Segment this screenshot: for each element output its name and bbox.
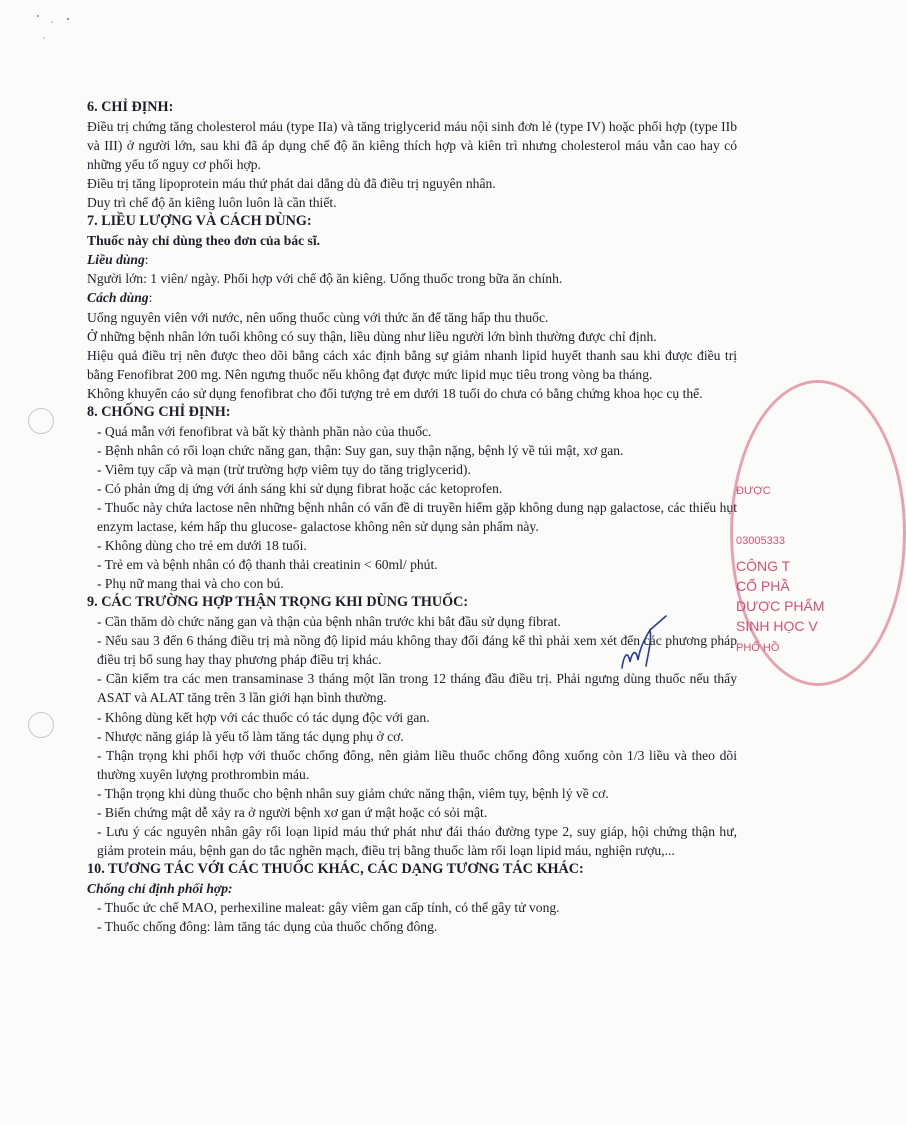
prescription-note: Thuốc này chỉ dùng theo đơn của bác sĩ. xyxy=(87,233,321,249)
usage-paragraph: Uống nguyên viên với nước, nên uống thuốc cùng với thức ăn để tăng hấp thu thuốc. xyxy=(87,309,549,325)
stamp-line: DƯỢC PHẨM xyxy=(736,598,825,614)
contraindication-item: - Trẻ em và bệnh nhân có độ thanh thải creatinin < 60ml/ phút. xyxy=(97,557,438,573)
usage-paragraph: Hiệu quả điều trị nên được theo dõi bằng cách xác định bằng sự giảm nhanh lipid huyết thanh sau khi được điều trị bằng Fenofibrat 200 mg. Nên ngưng thuốc nếu không đạt được mức lipid mục tiêu trong vòng ba tháng. xyxy=(87,347,737,382)
precaution-item: - Cần kiểm tra các men transaminase 3 tháng một lần trong 12 tháng đầu điều trị. Phải ngưng dùng thuốc nếu thấy ASAT và ALAT tăng trên 3 lần giới hạn bình thường. xyxy=(97,671,737,706)
contraindication-item: - Bệnh nhân có rối loạn chức năng gan, thận: Suy gan, suy thận nặng, bệnh lý về túi mật, xơ gan. xyxy=(97,442,624,458)
usage-paragraph: Không khuyến cáo sử dụng fenofibrat cho đối tượng trẻ em dưới 18 tuổi do chưa có bằng chứng khoa học cụ thể. xyxy=(87,385,703,401)
interaction-item: - Thuốc ức chế MAO, perhexiline maleat: gây viêm gan cấp tính, có thể gây tử vong. xyxy=(97,899,560,915)
precaution-item: - Thận trọng khi dùng thuốc cho bệnh nhân suy giảm chức năng thận, viêm tụy, bệnh lý về cơ. xyxy=(97,785,609,801)
document-content: 6. CHỈ ĐỊNH: Điều trị chứng tăng cholesterol máu (type IIa) và tăng triglycerid máu nội sinh đơn lẻ (type IV) hoặc phối hợp (type IIb và III) ở người lớn, sau khi đã áp dụng chế độ ăn kiêng thích hợp và kiên trì nhưng cholesterol máu vẫn cao hay có những yếu tố nguy cơ phối hợp. Điều trị tăng lipoprotein máu thứ phát dai dẳng dù đã điều trị nguyên nhân. Duy trì chế độ ăn kiêng luôn luôn là cần thiết. 7. LIỀU LƯỢNG VÀ CÁCH DÙNG: Thuốc này chỉ dùng theo đơn của bác sĩ. Liều dùng: Người lớn: 1 viên/ ngày. Phối hợp với chế độ ăn kiêng. Uống thuốc trong bữa ăn chính. Cách dùng: Uống nguyên viên với nước, nên uống thuốc cùng với thức ăn để tăng hấp thu thuốc. Ở những bệnh nhân lớn tuổi không có suy thận, liều dùng như liều người lớn bình thường được chỉ định. Hiệu quả điều trị nên được theo dõi bằng cách xác định bằng sự giảm nhanh lipid huyết thanh sau khi được điều trị bằng Fenofibrat 200 mg. Nên ngưng thuốc nếu không đạt được mức lipid mục tiêu trong vòng ba tháng. Không khuyến cáo sử dụng fenofibrat cho đối tượng trẻ em dưới 18 tuổi do chưa có bằng chứng khoa học cụ thể. 8. CHỐNG CHỈ ĐỊNH: - Quá mẫn với fenofibrat và bất kỳ thành phần nào của thuốc. - Bệnh nhân có rối loạn chức năng gan, thận: Suy gan, suy thận nặng, bệnh lý về túi mật, xơ gan. - Viêm tụy cấp và mạn (trừ trường hợp viêm tụy do tăng triglycerid). - Có phản ứng dị ứng với ánh sáng khi sử dụng fibrat hoặc các ketoprofen. - Thuốc này chứa lactose nên những bệnh nhân có vấn đề di truyền hiếm gặp không dung nạp galactose, các thiếu hụt enzym lactase, kém hấp thu glucose- galactose không nên sử dụng sản phẩm này. - Không dùng cho trẻ em dưới 18 tuổi. - Trẻ em và bệnh nhân có độ thanh thải creatinin < 60ml/ phút. - Phụ nữ mang thai và cho con bú. 9. CÁC TRƯỜNG HỢP THẬN TRỌNG KHI DÙNG THUỐC: - Cần thăm dò chức năng gan và thận của bệnh nhân trước khi bắt đầu sử dụng fibrat. - Nếu sau 3 đến 6 tháng điều trị mà nồng độ lipid máu không thay đổi đáng kể thì phải xem xét đến các phương pháp điều trị bổ sung hay thay phương pháp điều trị khác. - Cần kiểm tra các men transaminase 3 tháng một lần trong 12 tháng đầu điều trị. Phải ngưng dùng thuốc nếu thấy ASAT và ALAT tăng trên 3 lần giới hạn bình thường. - Không dùng kết hợp với các thuốc có tác dụng độc với gan. - Nhược năng giáp là yếu tố làm tăng tác dụng phụ ở cơ. - Thận trọng khi phối hợp với thuốc chống đông, nên giảm liều thuốc chống đông xuống còn 1/3 liều và theo dõi thường xuyên lượng prothrombin máu. - Thận trọng khi dùng thuốc cho bệnh nhân suy giảm chức năng thận, viêm tụy, bệnh lý về cơ. - Biến chứng mật dễ xảy ra ở người bệnh xơ gan ứ mật hoặc có sỏi mật. - Lưu ý các nguyên nhân gây rối loạn lipid máu thứ phát như đái tháo đường type 2, suy giáp, hội chứng thận hư, giảm protein máu, bệnh gan do tắc nghẽn mạch, điều trị bằng thuốc làm rối loạn lipid máu, nghiện rượu,... 10. TƯƠNG TÁC VỚI CÁC THUỐC KHÁC, CÁC DẠNG TƯƠNG TÁC KHÁC: Chống chỉ định phối hợp: - Thuốc ức chế MAO, perhexiline maleat: gây viêm gan cấp tính, có thể gây tử vong. - Thuốc chống đông: làm tăng tác dụng của thuốc chống đông. xyxy=(87,98,737,936)
stamp-line: CỔ PHẦ xyxy=(736,578,790,594)
contraindication-item: - Không dùng cho trẻ em dưới 18 tuổi. xyxy=(97,538,307,554)
dose-label: Liều dùng xyxy=(87,252,145,268)
section-6-paragraph: Điều trị tăng lipoprotein máu thứ phát dai dẳng dù đã điều trị nguyên nhân. xyxy=(87,176,496,192)
section-6-paragraph: Duy trì chế độ ăn kiêng luôn luôn là cần thiết. xyxy=(87,195,337,211)
precaution-item: - Lưu ý các nguyên nhân gây rối loạn lipid máu thứ phát như đái tháo đường type 2, suy giáp, hội chứng thận hư, giảm protein máu, bệnh gan do tắc nghẽn mạch, điều trị bằng thuốc làm rối loạn lipid máu, nghiện rượu,... xyxy=(97,823,737,858)
contraindication-item: - Quá mẫn với fenofibrat và bất kỳ thành phần nào của thuốc. xyxy=(97,423,432,439)
punch-hole-mark xyxy=(28,408,54,434)
company-stamp xyxy=(730,380,825,700)
section-10-heading: 10. TƯƠNG TÁC VỚI CÁC THUỐC KHÁC, CÁC DẠNG TƯƠNG TÁC KHÁC: xyxy=(87,860,584,877)
stamp-number: 03005333 xyxy=(736,535,785,547)
contraindication-item: - Có phản ứng dị ứng với ánh sáng khi sử dụng fibrat hoặc các ketoprofen. xyxy=(97,480,503,496)
section-9-heading: 9. CÁC TRƯỜNG HỢP THẬN TRỌNG KHI DÙNG THUỐC: xyxy=(87,594,469,611)
usage-label: Cách dùng xyxy=(87,290,149,306)
stamp-ring xyxy=(730,380,906,686)
section-7-heading: 7. LIỀU LƯỢNG VÀ CÁCH DÙNG: xyxy=(87,213,312,230)
usage-paragraph: Ở những bệnh nhân lớn tuổi không có suy thận, liều dùng như liều người lớn bình thường được chỉ định. xyxy=(87,328,657,344)
stamp-line: SINH HỌC V xyxy=(736,618,818,634)
section-10-subheading: Chống chỉ định phối hợp: xyxy=(87,880,233,896)
stamp-line: CÔNG T xyxy=(736,558,791,574)
dose-text: Người lớn: 1 viên/ ngày. Phối hợp với chế độ ăn kiêng. Uống thuốc trong bữa ăn chính. xyxy=(87,271,563,287)
contraindication-item: - Phụ nữ mang thai và cho con bú. xyxy=(97,576,284,592)
section-8-heading: 8. CHỐNG CHỈ ĐỊNH: xyxy=(87,403,231,420)
punch-hole-mark xyxy=(28,712,54,738)
section-6-heading: 6. CHỈ ĐỊNH: xyxy=(87,99,174,115)
precaution-item: - Nếu sau 3 đến 6 tháng điều trị mà nồng độ lipid máu không thay đổi đáng kể thì phải xem xét đến các phương pháp điều trị bổ sung hay thay phương pháp điều trị khác. xyxy=(97,633,737,668)
interaction-item: - Thuốc chống đông: làm tăng tác dụng của thuốc chống đông. xyxy=(97,919,438,935)
precaution-item: - Biến chứng mật dễ xảy ra ở người bệnh xơ gan ứ mật hoặc có sỏi mật. xyxy=(97,804,488,820)
signature-mark xyxy=(610,610,680,680)
precaution-item: - Nhược năng giáp là yếu tố làm tăng tác dụng phụ ở cơ. xyxy=(97,728,404,744)
precaution-item: - Cần thăm dò chức năng gan và thận của bệnh nhân trước khi bắt đầu sử dụng fibrat. xyxy=(97,614,561,630)
precaution-item: - Thận trọng khi phối hợp với thuốc chống đông, nên giảm liều thuốc chống đông xuống còn 1/3 liều và theo dõi thường xuyên lượng prothrombin máu. xyxy=(97,747,737,782)
stamp-line: PHỐ HỒ xyxy=(736,642,780,654)
scan-specks xyxy=(30,10,90,50)
contraindication-item: - Viêm tụy cấp và mạn (trừ trường hợp viêm tụy do tăng triglycerid). xyxy=(97,461,471,477)
contraindication-item: - Thuốc này chứa lactose nên những bệnh nhân có vấn đề di truyền hiếm gặp không dung nạp galactose, các thiếu hụt enzym lactase, kém hấp thu glucose- galactose không nên sử dụng sản phẩm này. xyxy=(97,499,737,535)
precaution-item: - Không dùng kết hợp với các thuốc có tác dụng độc với gan. xyxy=(97,709,430,725)
section-6-paragraph: Điều trị chứng tăng cholesterol máu (type IIa) và tăng triglycerid máu nội sinh đơn lẻ (type IV) hoặc phối hợp (type IIb và III) ở người lớn, sau khi đã áp dụng chế độ ăn kiêng thích hợp và kiên trì nhưng cholesterol máu vẫn cao hay có những yếu tố nguy cơ phối hợp. xyxy=(87,119,737,173)
stamp-fragment: ĐƯỢC xyxy=(736,485,771,497)
